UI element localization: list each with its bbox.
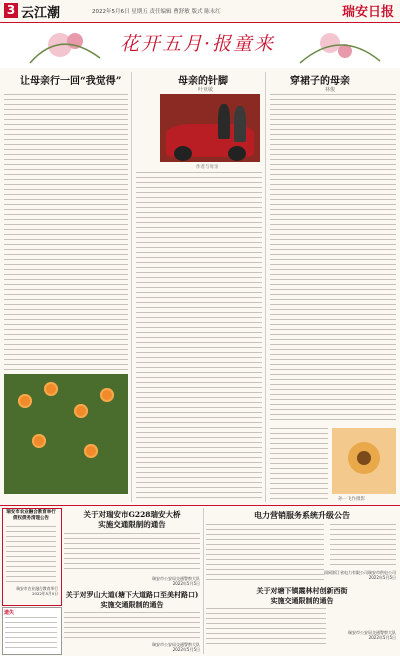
article-2-headline: 母亲的针脚 xyxy=(178,76,228,87)
column-divider xyxy=(265,72,266,502)
section-title: 云江潮 xyxy=(21,6,61,21)
article-2-body xyxy=(136,172,262,502)
notice-5-body xyxy=(206,608,326,648)
notice-5-footer: 瑞安市公安局交通警察大队 2022年5月5日 xyxy=(348,630,396,640)
article-3-body-continued xyxy=(270,428,328,502)
lily-illustration xyxy=(4,374,128,494)
page-number: 3 xyxy=(4,3,18,18)
notice-2-footer: 瑞安市公安局交通警察大队 2022年5月5日 xyxy=(152,576,200,586)
notice-2-title: 关于对瑞安市G228瑞安大桥 实施交通限制的通告 xyxy=(83,510,181,529)
notice-2-body xyxy=(64,533,200,573)
article-1-body xyxy=(4,94,128,370)
notice-1-title: 瑞安市农业融合教育举行 债权债务清理公告 xyxy=(6,510,56,521)
notice-4-footer: 国网浙江省电力有限公司瑞安市供电公司 2022年5月5日 xyxy=(324,570,396,580)
notice-1-body xyxy=(6,526,56,582)
article-2-byline: 叶亚敏 xyxy=(198,87,214,93)
notice-3-body xyxy=(64,612,200,640)
column-divider xyxy=(131,72,132,502)
notice-4-title: 电力营销服务系统升级公告 xyxy=(254,510,350,520)
notice-4-body-right xyxy=(330,524,396,568)
illustration-caption: 孙一飞作摄影 xyxy=(338,497,365,502)
author-photo xyxy=(160,94,260,162)
newspaper-logo: 瑞安日报 xyxy=(341,5,394,20)
banner-title: 花开五月·报童来 xyxy=(120,33,276,55)
issue-meta: 2022年5月6日 星期五 责任编辑 曹舒敏 版式 陈永红 xyxy=(92,9,221,15)
notice-3-title: 关于对罗山大道(塘下大道路口至美村路口) 实施交通限制的通告 xyxy=(65,590,199,609)
notices-column-divider xyxy=(203,508,204,654)
classified-ad-body xyxy=(5,617,57,651)
notices-divider xyxy=(0,505,400,506)
sunflower-illustration xyxy=(332,428,396,494)
article-3-headline: 穿裙子的母亲 xyxy=(290,76,350,87)
notice-3-footer: 瑞安市公安局交通警察大队 2022年5月5日 xyxy=(152,642,200,652)
article-3-byline: 林俊 xyxy=(325,87,336,93)
notice-5-title: 关于对塘下镇霞林村创新西街 实施交通限制的通告 xyxy=(256,586,348,605)
classified-ad-label: 遗失 xyxy=(4,610,15,616)
photo-caption: 作者与母亲 xyxy=(196,165,219,170)
article-1-headline: 让母亲行一回“我觉得” xyxy=(20,76,122,87)
article-3-body xyxy=(270,94,396,424)
notice-1-footer: 瑞安市农业融合教育举行 2022年5月5日 xyxy=(16,586,58,596)
